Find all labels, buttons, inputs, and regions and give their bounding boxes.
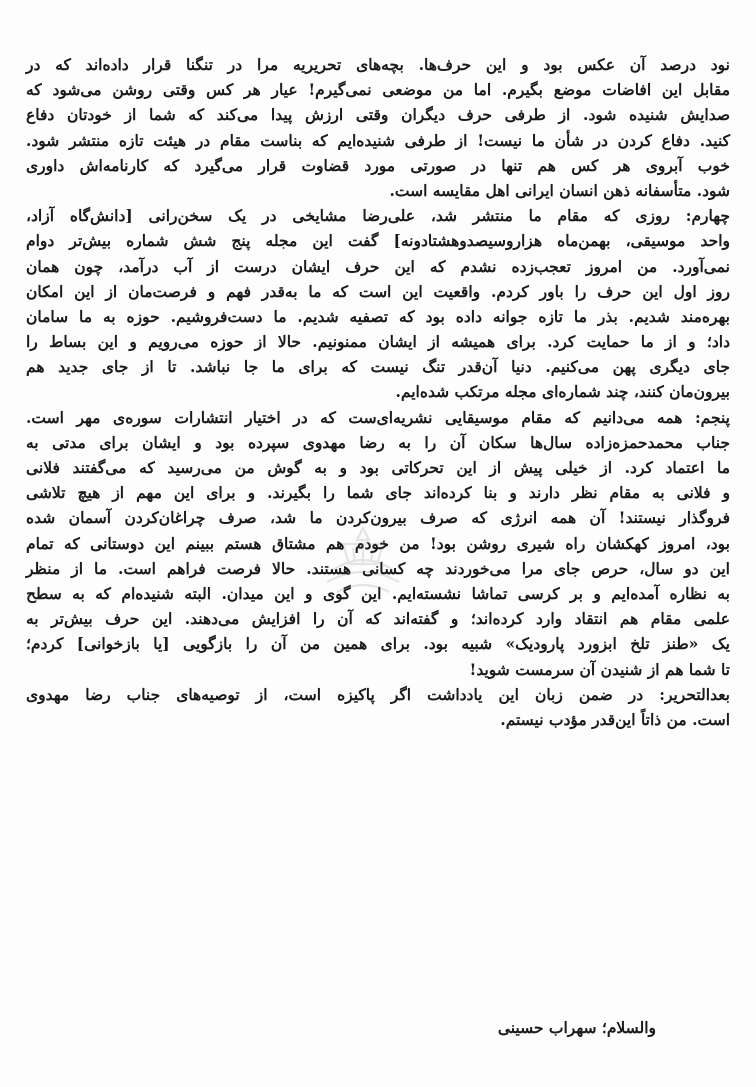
text-line: کنید. دفاع کردن در شأن ما نیست! از طرفی شنیده‌ایم که بناست مقام در هیئت تازه منتشر شود. [26,130,730,150]
text-line: ما اعتماد کرد. از خیلی پیش از این تحرکاتی بود و به گوش من می‌رسید که می‌گفتند فلانی [26,458,730,477]
text-line: داد؛ و از ما حمایت کرد. برای همیشه از ایشان ممنونیم. حالا از حوزه می‌رویم و این بساط را [26,332,730,352]
text-line: تا شما هم از شنیدن آن سرمست شوید! [469,659,730,679]
body-text [26,52,730,732]
text-line: فروگذار نیستند! آن همه انرژی که صرف بیرون‌کردن ما شد، صرف چراغان‌کردن آسمان شده [26,508,730,528]
text-line: چهارم: روزی که مقام ما منتشر شد، علی‌رضا مشایخی در یک سخن‌رانی [دانش‌گاه آزاد، [26,206,730,226]
text-line: بهره‌مند شدیم. بذر ما تازه جوانه داده بود که تصفیه شدیم. ما دست‌فروشیم. حوزه به ما سامان [26,306,730,326]
text-line: خوب آبروی هر کس هم تنها در صورتی مورد قضاوت قرار می‌گیرد که کارنامه‌اش داوری [26,155,730,175]
text-line: به نظاره آمده‌ایم و بر کرسی تماشا نشسته‌ایم. این گوی و این میدان. البته شنیده‌ام که به سطح [26,583,730,603]
text-line: بود، امروز کهکشان راه شیری روشن بود! من خودم هم مشتاق هستم ببینم این دوستانی که تمام [26,533,730,553]
text-line: صدایش شنیده شود. از طرفی حرف دیگران وقتی ارزش پیدا می‌کند که شما از خودتان دفاع [26,105,730,125]
text-line: این دو سال، حرص جای مرا می‌خوردند چه کسانی هستند. حالا فرصت فراهم است. ما از منظر [26,558,730,578]
text-line: روز اول این حرف را باور کردم. واقعیت این است که ما به‌قدر فهم و فرصت‌مان از این امکان [26,281,730,301]
text-line: واحد موسیقی، بهمن‌ماه هزاروسیصدوهشتادونه] گفت این مجله پنج شش شماره بیش‌تر دوام [26,231,730,251]
text-line: و فلانی به مقام نظر دارند و بنا کرده‌اند جای شما را بگیرند. و برای این مهم از هیچ تلاشی [26,483,730,503]
text-line: یک «طنز تلخ ابزورد پارودیک» شبیه بود. برای همین من آن را بازگویی [یا بازخوانی] کردم؛ [26,634,730,654]
text-line: است. من ذاتاً این‌قدر مؤدب نیستم. [500,709,730,729]
text-line: مقابل این افاضات موضع بگیرم. اما من موضعی نمی‌گیرم! عیار هر کس وقتی روشن می‌شود که [26,80,730,100]
text-line: جناب محمدحمزه‌زاده سال‌ها سکان آن را به رضا مهدوی سپرده بود و ایشان برای مدتی به [26,432,730,452]
text-line: جای دیگری پهن می‌کنیم. دنیا آن‌قدر تنگ نیست که برای ما جا نباشد. تا از جای جدید هم [26,357,730,377]
signature: والسلام؛ سهراب حسینی [497,1018,656,1037]
text-line: بیرون‌مان کنند، چند شماره‌ای مجله مرتکب شده‌ایم. [395,382,730,402]
text-line: بعدالتحریر: در ضمن زبان این یادداشت اگر پاکیزه است، از توصیه‌های جناب رضا مهدوی [26,684,730,704]
text-line: نمی‌آورد. من امروز تعجب‌زده نشدم که این حرف ایشان درست از آب درآمد، چون همان [26,256,730,276]
text-line: پنجم: همه می‌دانیم که مقام موسیقایی نشریه‌ای‌ست که در اختیار انتشارات سوره‌ی مهر است. [26,407,730,427]
text-line: شود. متأسفانه ذهن انسان ایرانی اهل مقایسه است. [389,180,730,200]
text-line: علمی مقام هم انتقاد وارد کرده‌اند؛ و گفته‌اند که آن را افزایش می‌دهند. این حرف بیش‌تر به [26,609,730,629]
text-line: نود درصد آن عکس بود و این حرف‌ها. بچه‌های تحریریه مرا در تنگنا قرار داده‌اند که در [26,55,730,74]
